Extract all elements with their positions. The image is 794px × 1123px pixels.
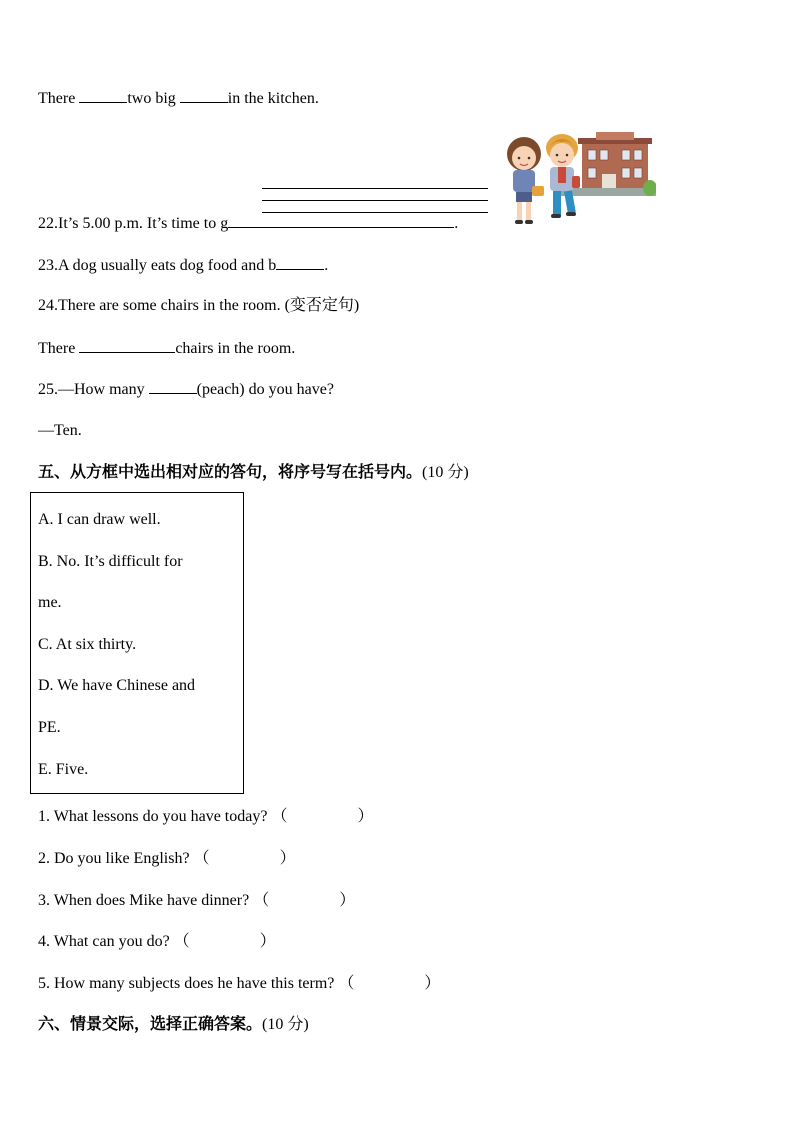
answer-blank[interactable] [180,88,228,103]
paren-close: ） [279,850,296,867]
question-text: 2. Do you like English? [38,850,190,867]
answer-blank[interactable] [79,88,127,103]
paren-close: ） [424,975,441,992]
match-question-4 [38,932,276,952]
question-text: 4. What can you do? [38,933,170,950]
option-b: B. No. It’s difficult for [38,553,183,570]
text: There [38,340,76,357]
paren-open: （ [173,933,190,950]
option-e: E. Five. [38,761,89,778]
q21-answer-line [38,88,319,109]
text: There [38,90,76,107]
question-text: 1. What lessons do you have today? [38,808,268,825]
text: —Ten. [38,422,82,439]
writing-line [262,188,488,189]
match-question-3 [38,891,355,911]
section-score: (10 分) [422,464,469,481]
kids-school-illustration-icon [500,128,656,228]
match-question-2 [38,849,296,869]
match-question-1 [38,807,373,827]
paren-open: （ [193,850,210,867]
question-text: 3. When does Mike have dinner? [38,892,250,909]
text: chairs in the room. [175,340,296,357]
section-6-heading [38,1014,309,1035]
question-25 [38,379,334,400]
answer-blank[interactable] [79,338,175,353]
question-text: 22.It’s 5.00 p.m. It’s time to g [38,215,229,232]
text: . [454,215,459,232]
question-22 [38,213,458,234]
text: in the kitchen. [227,90,319,107]
text: (peach) do you have? [196,381,334,398]
answer-blank[interactable] [228,213,454,228]
paren-open: （ [271,808,288,825]
option-c: C. At six thirty. [38,636,137,653]
text: . [324,257,329,274]
question-text: 25.—How many [38,381,145,398]
paren-close: ） [259,933,276,950]
answer-blank[interactable] [276,255,324,270]
q24-answer-line [38,338,295,359]
answer-blank[interactable] [149,379,197,394]
paren-open: （ [338,975,355,992]
paren-open: （ [253,892,270,909]
question-23 [38,255,328,276]
writing-line [262,200,488,201]
question-text: 24.There are some chairs in the room. (变否定句) [38,297,360,314]
question-text: 23.A dog usually eats dog food and b [38,257,277,274]
question-text: 5. How many subjects does he have this term? [38,975,335,992]
q25-reply [38,421,82,441]
paren-close: ） [339,892,356,909]
option-d-continued: PE. [38,719,61,736]
match-question-5 [38,974,440,994]
paren-close: ） [357,808,374,825]
section-title: 五、从方框中选出相对应的答句，将序号写在括号内。 [38,462,423,481]
option-b-continued: me. [38,594,62,611]
section-score: (10 分) [262,1016,309,1033]
text: two big [127,90,176,107]
section-title: 六、情景交际，选择正确答案。 [38,1014,263,1033]
option-d: D. We have Chinese and [38,677,196,694]
question-24 [38,296,359,316]
section-5-heading [38,462,469,483]
option-a: A. I can draw well. [38,511,161,528]
